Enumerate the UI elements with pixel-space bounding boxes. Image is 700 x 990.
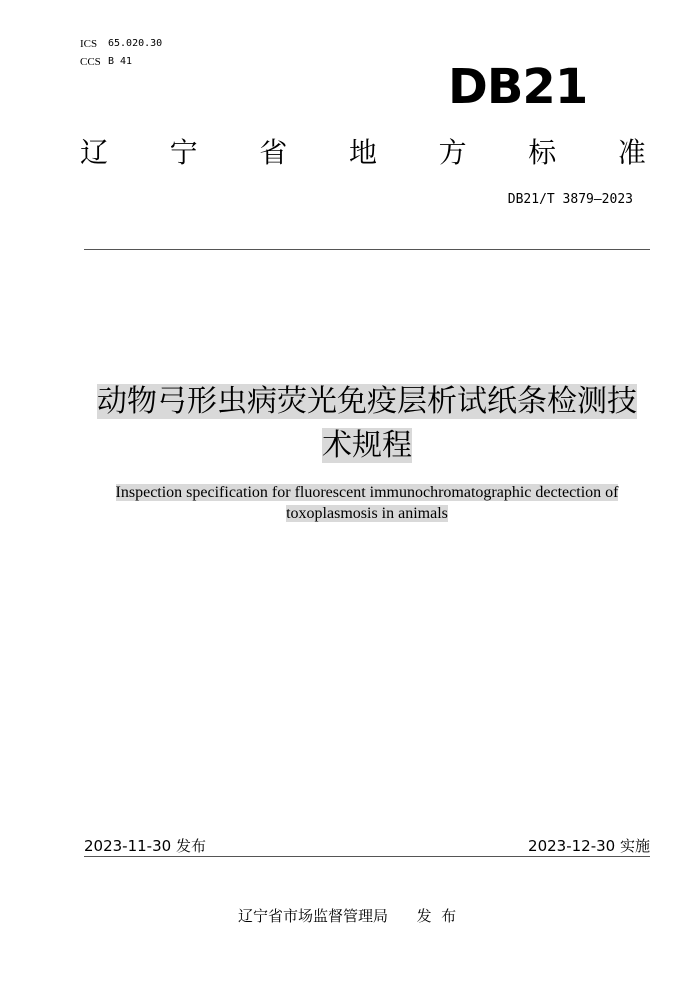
title-zh-line1: 动物弓形虫病荧光免疫层析试纸条检测技 bbox=[97, 384, 637, 419]
standard-number: DB21/T 3879—2023 bbox=[507, 192, 633, 207]
implement-date: 2023-12-30 实施 bbox=[528, 837, 650, 855]
footer-divider bbox=[84, 856, 650, 857]
title-en-line1: Inspection specification for fluorescent immunochromatographic dectection of bbox=[115, 484, 619, 501]
issuing-authority: 辽宁省市场监督管理局 发 布 bbox=[238, 907, 457, 925]
ics-label: ICS bbox=[80, 38, 98, 50]
title-char: 标 bbox=[528, 136, 557, 169]
document-title-zh bbox=[84, 380, 650, 468]
title-zh-line2: 术规程 bbox=[322, 428, 412, 463]
title-char: 辽 bbox=[79, 136, 108, 169]
db21-logo: DB21 bbox=[448, 59, 588, 115]
classification-codes bbox=[80, 35, 162, 71]
ccs-label: CCS bbox=[80, 56, 101, 68]
ccs-code bbox=[80, 53, 162, 71]
title-char: 宁 bbox=[169, 136, 198, 169]
title-char: 准 bbox=[617, 136, 646, 169]
title-en-line2: toxoplasmosis in animals bbox=[286, 505, 448, 522]
ics-code bbox=[80, 35, 162, 53]
title-char: 方 bbox=[438, 136, 467, 169]
issue-date: 2023-11-30 发布 bbox=[84, 837, 206, 855]
title-char: 地 bbox=[348, 136, 377, 169]
header-divider bbox=[84, 249, 650, 250]
title-char: 省 bbox=[259, 136, 288, 169]
ccs-value: B 41 bbox=[108, 56, 133, 67]
ics-value: 65.020.30 bbox=[108, 38, 163, 49]
standard-type-title bbox=[78, 136, 648, 170]
document-title-en bbox=[84, 482, 650, 524]
